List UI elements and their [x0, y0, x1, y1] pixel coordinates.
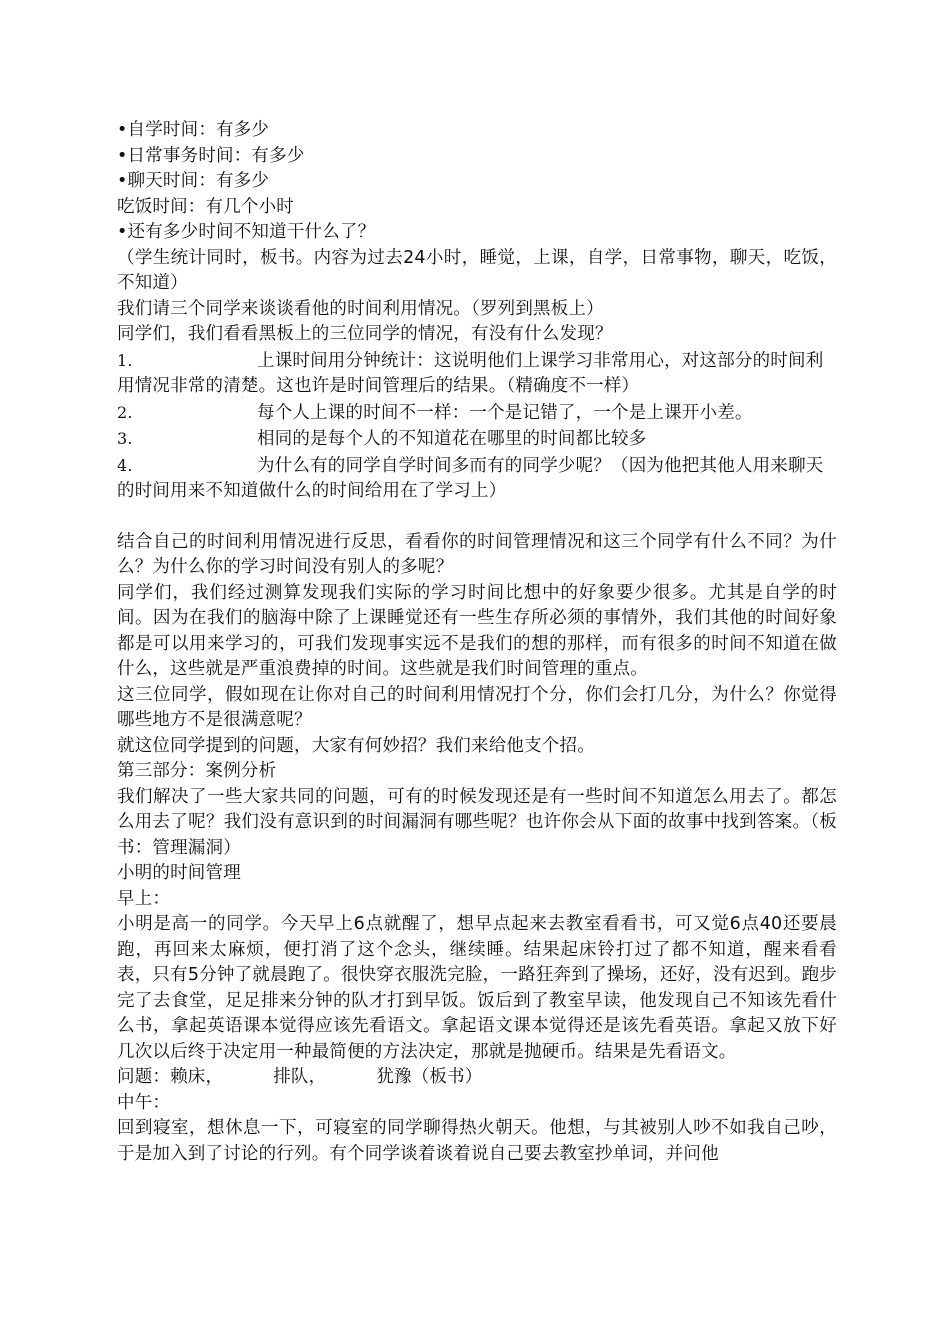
- morning-label: 早上：: [117, 888, 171, 909]
- text-line: •自学时间：有多少: [117, 120, 270, 140]
- invite-text: 我们请三个同学来谈谈看他的时间利用情况。（罗列到黑板上）: [117, 298, 604, 319]
- noon-label: 中午：: [117, 1092, 171, 1113]
- blank-line: [117, 505, 837, 530]
- finding-item: [117, 426, 837, 453]
- issue-label: 问题：赖床，: [117, 1067, 224, 1087]
- finding-item: [117, 400, 837, 427]
- finding-text: 为什么有的同学自学时间多而有的同学少呢？（因为他把其他人用来聊天的时间用来不知道做什么的时间给用在了学习上）: [117, 455, 824, 501]
- story-title: 小明的时间管理: [117, 863, 241, 883]
- finding-text: 相同的是每个人的不知道花在哪里的时间都比较多: [257, 429, 647, 449]
- finding-item: [117, 453, 837, 505]
- finding-number: 3.: [117, 429, 133, 448]
- finding-text: 每个人上课的时间不一样：一个是记错了，一个是上课开小差。: [257, 402, 753, 423]
- noon-text: 回到寝室，想休息一下，可寝室的同学聊得热火朝天。他想，与其被别人吵不如我自己吵，于是加入到了讨论的行列。有个同学谈着谈着说自己要去教室抄单词，并问他: [117, 1118, 837, 1164]
- text-line: •聊天时间：有多少: [117, 171, 270, 191]
- morning-text: 小明是高一的同学。今天早上6点就醒了，想早点起来去教室看看书，可又觉6点40还要晨跑，再回来太麻烦，便打消了这个念头，继续睡。结果起床铃打过了都不知道，醒来看看表，只有5分钟了就晨跑了。很快穿衣服洗完脸，一路狂奔到了操场，还好，没有迟到。跑步完了去食堂，足足排来分钟的队才打到早饭。饭后到了教室早读，他发现自己不知该先看什么书，拿起英语课本觉得应该先看语文。拿起语文课本觉得还是该先看英语。拿起又放下好几次以后终于决定用一种最简便的方法决定，那就是抛硬币。结果是先看语文。: [117, 914, 837, 1062]
- document-page: [117, 118, 837, 1167]
- text-line: •日常事务时间：有多少: [117, 145, 305, 166]
- question-text: 同学们，我们看看黑板上的三位同学的情况，有没有什么发现？: [117, 324, 613, 344]
- summary-text: 同学们，我们经过测算发现我们实际的学习时间比想中的好象要少很多。尤其是自学的时间。因为在我们的脑海中除了上课睡觉还有一些生存所必须的事情外，我们其他的时间好象都是可以用来学习的，可我们发现事实远不是我们的想的那样，而有很多的时间不知道在做什么，这些就是严重浪费掉的时间。这些就是我们时间管理的重点。: [117, 582, 837, 679]
- issue-item: 排队，: [273, 1067, 327, 1087]
- issues-line: [117, 1065, 837, 1091]
- section-heading: 第三部分：案例分析: [117, 761, 277, 781]
- finding-item: [117, 348, 837, 400]
- finding-number: 2.: [117, 402, 133, 422]
- finding-number: 4.: [117, 455, 133, 475]
- text-line: •还有多少时间不知道干什么了？: [117, 222, 376, 242]
- issue-item: 犹豫（板书）: [376, 1067, 483, 1087]
- stats-note: （学生统计同时，板书。内容为过去24小时，睡觉，上课，自学，日常事物，聊天，吃饭，不知道）: [117, 247, 837, 293]
- finding-text: 上课时间用分钟统计：这说明他们上课学习非常用心，对这部分的时间利用情况非常的清楚。这也许是时间管理后的结果。（精确度不一样）: [117, 350, 824, 396]
- text-line: 吃饭时间：有几个小时: [117, 196, 294, 217]
- advice-text: 就这位同学提到的问题，大家有何妙招？我们来给他支个招。: [117, 735, 595, 756]
- finding-number: 1.: [117, 350, 133, 370]
- reflect-text: 结合自己的时间利用情况进行反思，看看你的时间管理情况和这三个同学有什么不同？为什么？为什么你的学习时间没有别人的多呢？: [117, 531, 837, 577]
- part3-intro: 我们解决了一些大家共同的问题，可有的时候发现还是有一些时间不知道怎么用去了。都怎么用去了呢？我们没有意识到的时间漏洞有哪些呢？也许你会从下面的故事中找到答案。（板书：管理漏洞）: [117, 786, 837, 858]
- score-text: 这三位同学，假如现在让你对自己的时间利用情况打个分，你们会打几分，为什么？你觉得哪些地方不是很满意呢？: [117, 684, 837, 730]
